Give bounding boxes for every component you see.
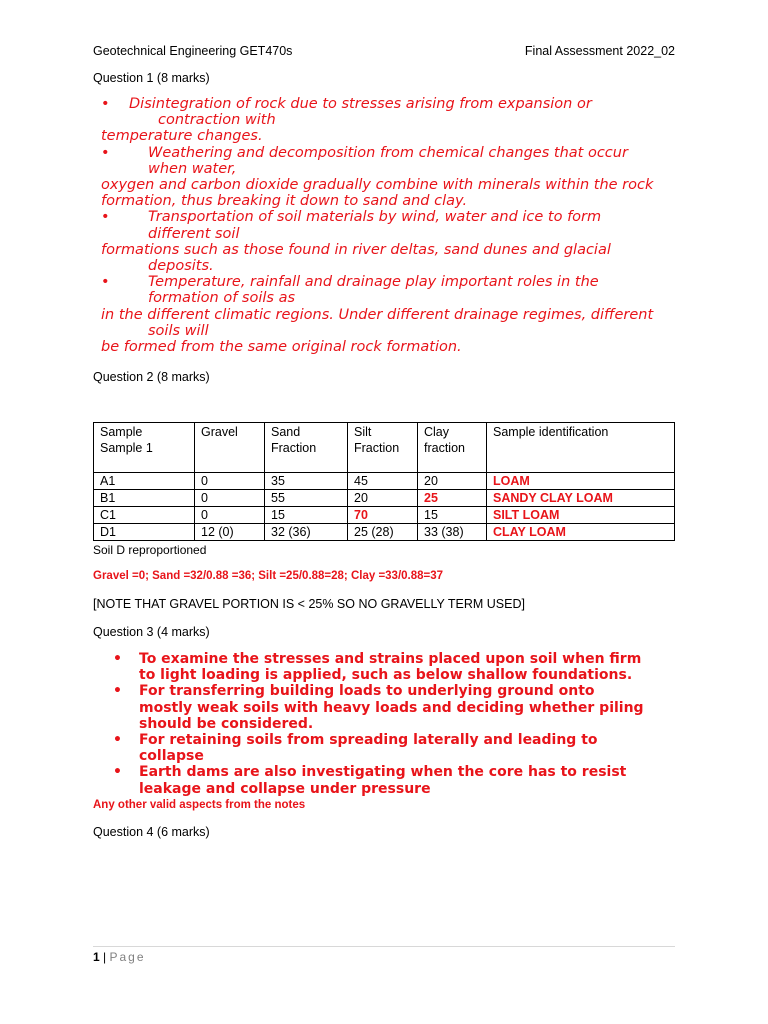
identification-cell: SANDY CLAY LOAM [487, 490, 675, 507]
table-cell: 0 [195, 473, 265, 490]
question-1-answer [101, 96, 681, 355]
question-4-title: Question 4 (6 marks) [93, 825, 210, 839]
table-row [94, 490, 675, 507]
question-2-title: Question 2 (8 marks) [93, 370, 210, 384]
table-cell: 55 [265, 490, 348, 507]
answer-line: temperature changes. [101, 128, 263, 145]
table-cell: 32 (36) [265, 524, 348, 541]
bullet-icon: • [113, 732, 122, 749]
bullet-icon: • [113, 764, 122, 781]
answer-line: • Disintegration of rock due to stresses arising from expansion or [101, 96, 592, 112]
bullet-icon: • [101, 274, 110, 291]
answer-line: contraction with [158, 112, 276, 129]
highlighted-cell: 25 [418, 490, 487, 507]
course-title: Geotechnical Engineering GET470s [93, 44, 293, 58]
footer-divider [93, 946, 675, 947]
other-aspects-note: Any other valid aspects from the notes [93, 799, 306, 811]
table-cell: 45 [348, 473, 418, 490]
reproportion-label: Soil D reproportioned [93, 543, 207, 557]
page-footer [93, 950, 146, 964]
table-cell: 25 (28) [348, 524, 418, 541]
table-cell: 33 (38) [418, 524, 487, 541]
page-word: Page [109, 950, 146, 964]
table-cell: B1 [94, 490, 195, 507]
assessment-title: Final Assessment 2022_02 [524, 44, 675, 58]
table-cell: D1 [94, 524, 195, 541]
header-cell-gravel: Gravel [195, 423, 265, 473]
answer-line: different soil [148, 225, 240, 242]
table-cell: C1 [94, 507, 195, 524]
table-row [94, 473, 675, 490]
table-cell: 15 [418, 507, 487, 524]
bullet-icon: • [113, 651, 122, 667]
bullet-icon: • [101, 209, 110, 226]
table-header-row [94, 423, 675, 473]
answer-line: in the different climatic regions. Under different drainage regimes, different [101, 306, 654, 323]
table-cell: A1 [94, 473, 195, 490]
answer-line: soils will [148, 322, 209, 339]
question-1-title: Question 1 (8 marks) [93, 71, 210, 85]
table-row [94, 507, 675, 524]
table-cell: 12 (0) [195, 524, 265, 541]
bullet-icon: • [101, 144, 110, 161]
identification-cell: CLAY LOAM [487, 524, 675, 541]
header-cell-sand: Sand Fraction [265, 423, 348, 473]
answer-bullet: • To examine the stresses and strains placed upon soil when firm to light loading is applied, such as below shallow foundations. [113, 651, 642, 684]
answer-line: deposits. [148, 258, 214, 275]
page-number: 1 [93, 950, 100, 964]
answer-line: when water, [148, 160, 237, 177]
gravel-note: [NOTE THAT GRAVEL PORTION IS < 25% SO NO GRAVELLY TERM USED] [93, 597, 525, 611]
answer-line: formation, thus breaking it down to sand and clay. [101, 193, 468, 210]
answer-bullet: • For retaining soils from spreading laterally and leading to collapse [113, 732, 598, 765]
table-cell: 0 [195, 490, 265, 507]
table-cell: 20 [418, 473, 487, 490]
table-cell: 20 [348, 490, 418, 507]
answer-line: formations such as those found in river deltas, sand dunes and glacial [101, 241, 611, 258]
header-cell-sample: Sample Sample 1 [94, 423, 195, 473]
header-cell-silt: Silt Fraction [348, 423, 418, 473]
highlighted-cell: 70 [348, 507, 418, 524]
identification-cell: LOAM [487, 473, 675, 490]
answer-bullet: • Earth dams are also investigating when the core has to resist leakage and collapse under pressure [113, 764, 627, 797]
footer-separator: | [103, 950, 107, 964]
answer-line: • Transportation of soil materials by wind, water and ice to form [101, 209, 602, 226]
identification-cell: SILT LOAM [487, 507, 675, 524]
answer-line: oxygen and carbon dioxide gradually combine with minerals within the rock [101, 177, 654, 194]
table-cell: 35 [265, 473, 348, 490]
bullet-icon: • [101, 96, 110, 112]
question-3-title: Question 3 (4 marks) [93, 625, 210, 639]
answer-line: • Weathering and decomposition from chemical changes that occur [101, 144, 628, 161]
soil-fraction-table [93, 422, 675, 541]
page-header [93, 44, 675, 58]
answer-line: be formed from the same original rock formation. [101, 339, 462, 356]
bullet-icon: • [113, 683, 122, 700]
answer-bullet: • For transferring building loads to underlying ground onto mostly weak soils with heavy loads and deciding whether piling should be considered. [113, 683, 644, 732]
table-row [94, 524, 675, 541]
table-cell: 0 [195, 507, 265, 524]
reproportion-formula: Gravel =0; Sand =32/0.88 =36; Silt =25/0.88=28; Clay =33/0.88=37 [93, 570, 444, 582]
header-cell-identification: Sample identification [487, 423, 675, 473]
answer-line: formation of soils as [148, 290, 296, 307]
header-cell-clay: Clay fraction [418, 423, 487, 473]
answer-line: • Temperature, rainfall and drainage play important roles in the [101, 274, 599, 291]
question-3-answer [113, 651, 683, 797]
table-cell: 15 [265, 507, 348, 524]
